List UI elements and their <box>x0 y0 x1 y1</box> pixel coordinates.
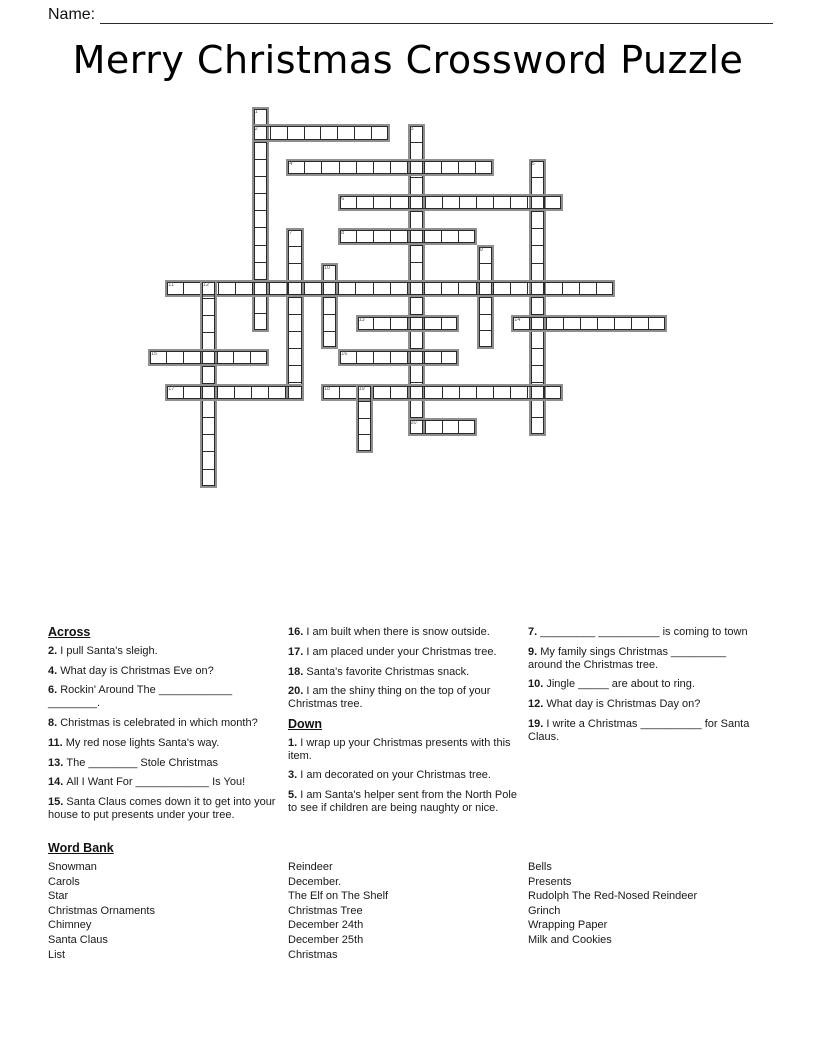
grid-cell <box>202 434 215 451</box>
grid-cell <box>531 161 544 177</box>
grid-cell <box>531 177 544 194</box>
grid-cell <box>356 196 373 209</box>
grid-cell <box>441 317 458 330</box>
grid-cell <box>531 417 544 434</box>
word-bank-item: Chimney <box>48 919 92 932</box>
word-2-across <box>252 124 390 141</box>
grid-cell <box>510 282 527 295</box>
cell-number: 17 <box>168 385 175 392</box>
clue-number: 19. <box>528 717 547 730</box>
clue-number: 5. <box>288 789 301 802</box>
cell-number: 19 <box>358 385 365 392</box>
word-bank-column-1 <box>48 860 282 962</box>
word-6-across <box>338 194 563 211</box>
grid-cell <box>529 317 546 330</box>
grid-cell <box>202 451 215 468</box>
grid-cell <box>304 282 321 295</box>
grid-cell <box>338 282 355 295</box>
word-19-down <box>356 384 373 453</box>
word-bank-item: The Elf on The Shelf <box>288 890 389 903</box>
grid-cell <box>373 386 390 399</box>
grid-cell <box>321 282 338 295</box>
clue-number: 11. <box>48 736 66 749</box>
grid-cell <box>390 386 407 399</box>
grid-cell <box>288 263 301 280</box>
grid-cell <box>270 126 287 139</box>
grid-cell <box>410 245 423 262</box>
grid-cell <box>323 297 336 314</box>
word-bank-item: Christmas <box>288 948 338 961</box>
cell-number: 1 <box>254 109 258 115</box>
grid-cell <box>202 366 215 383</box>
cell-number: 10 <box>324 264 331 271</box>
grid-cell <box>321 161 338 174</box>
name-blank-line <box>100 23 773 24</box>
grid-cell <box>493 386 510 399</box>
grid-cell <box>579 282 596 295</box>
word-bank-heading: Word Bank <box>48 841 114 855</box>
cell-number: 8 <box>341 230 345 237</box>
grid-cell <box>458 282 475 295</box>
grid-cell <box>288 230 301 246</box>
grid-cell <box>323 386 339 399</box>
grid-cell <box>475 161 492 174</box>
grid-cell <box>254 193 267 210</box>
grid-cell <box>458 161 475 174</box>
grid-cell <box>373 230 390 243</box>
clue-down-19: 19. I write a Christmas __________ for Santa Claus. <box>528 717 750 743</box>
word-15-across <box>148 349 269 366</box>
grid-cell <box>373 351 390 364</box>
cell-number: 20 <box>410 420 417 427</box>
grid-cell <box>340 351 356 364</box>
grid-cell <box>563 317 580 330</box>
grid-cell <box>254 109 267 125</box>
grid-cell <box>596 282 613 295</box>
grid-cell <box>233 351 250 364</box>
grid-cell <box>268 386 285 399</box>
clue-number: 9. <box>528 645 541 658</box>
grid-cell <box>531 331 544 348</box>
clue-across-18: 18. Santa's favorite Christmas snack. <box>288 665 470 678</box>
grid-cell <box>339 386 356 399</box>
grid-cell <box>441 230 458 243</box>
down-heading: Down <box>288 716 323 731</box>
clue-down-1: 1. I wrap up your Christmas presents with this item. <box>288 736 511 762</box>
word-bank-item: Bells <box>528 861 552 873</box>
grid-cell <box>410 420 426 433</box>
grid-cell <box>424 351 441 364</box>
grid-cell <box>254 210 267 227</box>
grid-cell <box>235 282 252 295</box>
grid-cell <box>425 196 442 209</box>
cell-number: 13 <box>358 316 365 323</box>
grid-cell <box>218 282 235 295</box>
across-heading: Across <box>48 625 91 639</box>
clue-number: 8. <box>48 716 61 729</box>
grid-cell <box>254 296 267 313</box>
grid-cell <box>407 282 424 295</box>
clues-column-down <box>528 626 762 751</box>
grid-cell <box>408 196 425 209</box>
clues-column-middle <box>288 626 522 822</box>
grid-cell <box>648 317 665 330</box>
grid-cell <box>150 351 166 364</box>
cell-number: 9 <box>479 247 483 254</box>
grid-cell <box>390 282 407 295</box>
grid-cell <box>254 126 270 139</box>
grid-cell <box>476 386 493 399</box>
grid-cell <box>410 297 423 314</box>
grid-cell <box>425 420 442 433</box>
grid-cell <box>546 317 563 330</box>
grid-cell <box>510 196 527 209</box>
grid-cell <box>202 315 215 332</box>
grid-cell <box>288 297 301 314</box>
word-4-across <box>286 159 494 176</box>
grid-cell <box>580 317 597 330</box>
grid-cell <box>200 351 217 364</box>
clue-across-17: 17. I am placed under your Christmas tree. <box>288 645 497 658</box>
grid-cell <box>320 126 337 139</box>
word-13-across <box>356 315 460 332</box>
grid-cell <box>407 161 424 174</box>
clue-number: 4. <box>48 664 61 677</box>
word-bank-item: December 25th <box>288 933 364 946</box>
grid-cell <box>254 142 267 159</box>
grid-cell <box>254 262 267 279</box>
grid-cell <box>424 161 441 174</box>
grid-cell <box>373 196 390 209</box>
grid-cell <box>479 314 492 331</box>
grid-cell <box>544 386 561 399</box>
grid-cell <box>390 317 407 330</box>
grid-cell <box>251 386 268 399</box>
grid-cell <box>202 298 215 315</box>
grid-cell <box>340 230 356 243</box>
grid-cell <box>323 331 336 348</box>
grid-cell <box>410 142 423 159</box>
word-7-down <box>286 228 303 401</box>
clue-number: 18. <box>288 665 307 678</box>
grid-cell <box>544 282 561 295</box>
grid-cell <box>424 282 441 295</box>
clue-across-14: 14. All I Want For ____________ Is You! <box>48 776 246 789</box>
grid-cell <box>254 159 267 176</box>
word-14-across <box>511 315 667 332</box>
grid-cell <box>356 351 373 364</box>
clue-across-2: 2. I pull Santa's sleigh. <box>48 644 158 657</box>
word-bank-item: Reindeer <box>288 861 333 873</box>
grid-cell <box>531 245 544 262</box>
clue-across-16: 16. I am built when there is snow outside. <box>288 626 490 638</box>
word-16-across <box>338 349 459 366</box>
grid-cell <box>410 400 423 417</box>
clue-number: 16. <box>288 626 307 638</box>
grid-cell <box>410 211 423 228</box>
word-bank-item: Grinch <box>528 904 561 917</box>
grid-cell <box>254 245 267 262</box>
grid-cell <box>358 317 374 330</box>
grid-cell <box>631 317 648 330</box>
grid-cell <box>407 317 424 330</box>
grid-cell <box>254 313 267 330</box>
grid-cell <box>234 386 251 399</box>
grid-cell <box>531 365 544 382</box>
clue-number: 2. <box>48 644 61 657</box>
grid-cell <box>562 282 579 295</box>
grid-cell <box>323 265 336 281</box>
grid-cell <box>167 386 183 399</box>
grid-cell <box>373 317 390 330</box>
grid-cell <box>202 400 215 417</box>
clue-down-9: 9. My family sings Christmas _________ around the Christmas tree. <box>528 645 727 671</box>
word-bank-column-3 <box>528 860 762 948</box>
word-bank-item: Christmas Ornaments <box>48 904 155 917</box>
grid-cell <box>390 161 407 174</box>
clue-number: 14. <box>48 776 67 789</box>
clue-number: 15. <box>48 796 67 809</box>
clue-number: 1. <box>288 736 301 749</box>
word-bank-item: Star <box>48 890 69 903</box>
grid-cell <box>510 386 527 399</box>
grid-cell <box>424 230 441 243</box>
grid-cell <box>288 161 304 174</box>
grid-cell <box>531 211 544 228</box>
word-bank-item: Rudolph The Red-Nosed Reindeer <box>528 890 698 903</box>
grid-cell <box>217 351 234 364</box>
clue-number: 6. <box>48 684 61 697</box>
grid-cell <box>527 282 544 295</box>
grid-cell <box>493 196 510 209</box>
grid-cell <box>354 126 371 139</box>
cell-number: 15 <box>151 351 158 358</box>
grid-cell <box>424 386 441 399</box>
grid-cell <box>531 297 544 314</box>
grid-cell <box>407 351 424 364</box>
word-bank-item: Carols <box>48 875 80 888</box>
grid-cell <box>442 196 459 209</box>
grid-cell <box>479 330 492 347</box>
grid-cell <box>459 196 476 209</box>
grid-cell <box>202 332 215 349</box>
grid-cell <box>337 126 354 139</box>
grid-cell <box>358 418 371 435</box>
grid-cell <box>356 161 373 174</box>
grid-cell <box>183 386 200 399</box>
grid-cell <box>183 351 200 364</box>
grid-cell <box>424 317 441 330</box>
clue-across-6: 6. Rockin' Around The ____________ ________. <box>48 684 233 710</box>
clue-across-4: 4. What day is Christmas Eve on? <box>48 664 214 677</box>
grid-cell <box>531 348 544 365</box>
grid-cell <box>476 196 493 209</box>
grid-cell <box>390 196 407 209</box>
grid-cell <box>527 386 544 399</box>
grid-cell <box>459 386 476 399</box>
grid-cell <box>410 331 423 348</box>
grid-cell <box>410 126 423 142</box>
grid-cell <box>288 314 301 331</box>
grid-cell <box>410 365 423 382</box>
cell-number: 4 <box>289 160 293 167</box>
grid-cell <box>358 434 371 451</box>
clue-number: 7. <box>528 626 541 638</box>
cell-number: 3 <box>410 126 414 133</box>
grid-cell <box>287 282 304 295</box>
grid-cell <box>288 331 301 348</box>
page-title: Merry Christmas Crossword Puzzle <box>72 38 744 82</box>
grid-cell <box>288 348 301 365</box>
grid-cell <box>254 176 267 193</box>
grid-cell <box>304 126 321 139</box>
clue-number: 10. <box>528 678 547 691</box>
grid-cell <box>287 126 304 139</box>
word-bank-item: Christmas Tree <box>288 904 363 917</box>
grid-cell <box>390 230 407 243</box>
grid-cell <box>288 365 301 382</box>
grid-cell <box>183 282 200 295</box>
cell-number: 6 <box>341 195 345 202</box>
clue-number: 13. <box>48 756 67 769</box>
cell-number: 18 <box>324 385 331 392</box>
grid-cell <box>340 196 356 209</box>
grid-cell <box>202 469 215 486</box>
grid-cell <box>479 297 492 314</box>
grid-cell <box>441 282 458 295</box>
word-bank-section <box>48 841 772 961</box>
grid-cell <box>358 386 371 402</box>
grid-cell <box>167 282 183 295</box>
cell-number: 5 <box>531 160 535 167</box>
grid-cell <box>442 386 459 399</box>
clue-across-11: 11. My red nose lights Santa's way. <box>48 736 220 749</box>
grid-cell <box>441 161 458 174</box>
grid-cell <box>441 351 458 364</box>
grid-cell <box>166 351 183 364</box>
clue-number: 17. <box>288 645 307 658</box>
crossword-grid <box>148 107 670 489</box>
clue-number: 12. <box>528 698 547 711</box>
grid-cell <box>527 196 544 209</box>
grid-cell <box>513 317 529 330</box>
clue-down-3: 3. I am decorated on your Christmas tree. <box>288 769 491 782</box>
grid-cell <box>355 282 372 295</box>
grid-cell <box>202 417 215 434</box>
clue-across-8: 8. Christmas is celebrated in which month? <box>48 716 258 729</box>
grid-cell <box>323 314 336 331</box>
name-row <box>48 6 95 30</box>
grid-cell <box>442 420 459 433</box>
word-8-across <box>338 228 476 245</box>
cell-number: 12 <box>202 282 210 288</box>
grid-cell <box>410 177 423 194</box>
grid-cell <box>200 386 217 399</box>
word-10-down <box>321 263 338 350</box>
grid-cell <box>202 282 215 298</box>
word-bank-item: Santa Claus <box>48 933 108 946</box>
cell-number: 16 <box>341 351 348 358</box>
grid-cell <box>254 227 267 244</box>
word-bank-column-2 <box>288 860 522 962</box>
grid-cell <box>250 351 267 364</box>
grid-cell <box>371 126 388 139</box>
grid-cell <box>373 161 390 174</box>
clue-number: 3. <box>288 769 301 782</box>
word-bank-item: List <box>48 948 66 961</box>
word-11-across <box>165 280 615 297</box>
word-20-across <box>408 418 477 435</box>
grid-cell <box>252 282 269 295</box>
grid-cell <box>285 386 302 399</box>
cell-number: 7 <box>289 230 293 237</box>
grid-cell <box>407 386 424 399</box>
word-bank-item: December. <box>288 875 342 888</box>
grid-cell <box>356 230 373 243</box>
grid-cell <box>597 317 614 330</box>
clue-down-7: 7. _________ __________ is coming to town <box>528 626 748 638</box>
grid-cell <box>339 161 356 174</box>
grid-cell <box>531 399 544 416</box>
grid-cell <box>458 420 475 433</box>
grid-cell <box>531 228 544 245</box>
clue-down-12: 12. What day is Christmas Day on? <box>528 698 701 711</box>
clue-down-5: 5. I am Santa's helper sent from the North Pole to see if children are being naughty or nice. <box>288 789 517 814</box>
clue-down-10: 10. Jingle _____ are about to ring. <box>528 678 695 691</box>
clue-across-20: 20. I am the shiny thing on the top of your Christmas tree. <box>288 685 491 711</box>
grid-cell <box>373 282 390 295</box>
word-bank-item: Milk and Cookies <box>528 933 612 946</box>
clues-column-across <box>48 626 282 829</box>
grid-cell <box>288 246 301 263</box>
word-bank-item: Snowman <box>48 861 97 873</box>
grid-cell <box>410 262 423 279</box>
clue-number: 20. <box>288 685 307 698</box>
grid-cell <box>614 317 631 330</box>
grid-cell <box>304 161 321 174</box>
name-label: Name: <box>48 6 96 23</box>
cell-number: 14 <box>514 316 521 323</box>
word-bank-item: Presents <box>528 875 572 888</box>
word-bank-item: Wrapping Paper <box>528 919 608 932</box>
cell-number: 2 <box>254 126 258 133</box>
grid-cell <box>217 386 234 399</box>
grid-cell <box>269 282 286 295</box>
word-bank-item: December 24th <box>288 919 364 932</box>
cell-number: 11 <box>168 282 175 288</box>
grid-cell <box>544 196 561 209</box>
grid-cell <box>479 263 492 280</box>
grid-cell <box>390 351 407 364</box>
grid-cell <box>476 282 493 295</box>
clue-across-13: 13. The ________ Stole Christmas <box>48 756 219 769</box>
word-17-across <box>165 384 303 401</box>
grid-cell <box>358 401 371 418</box>
grid-cell <box>493 282 510 295</box>
grid-cell <box>479 247 492 263</box>
grid-cell <box>407 230 424 243</box>
grid-cell <box>458 230 475 243</box>
clue-across-15: 15. Santa Claus comes down it to get into your house to put presents under your tree. <box>48 796 276 821</box>
grid-cell <box>531 263 544 280</box>
